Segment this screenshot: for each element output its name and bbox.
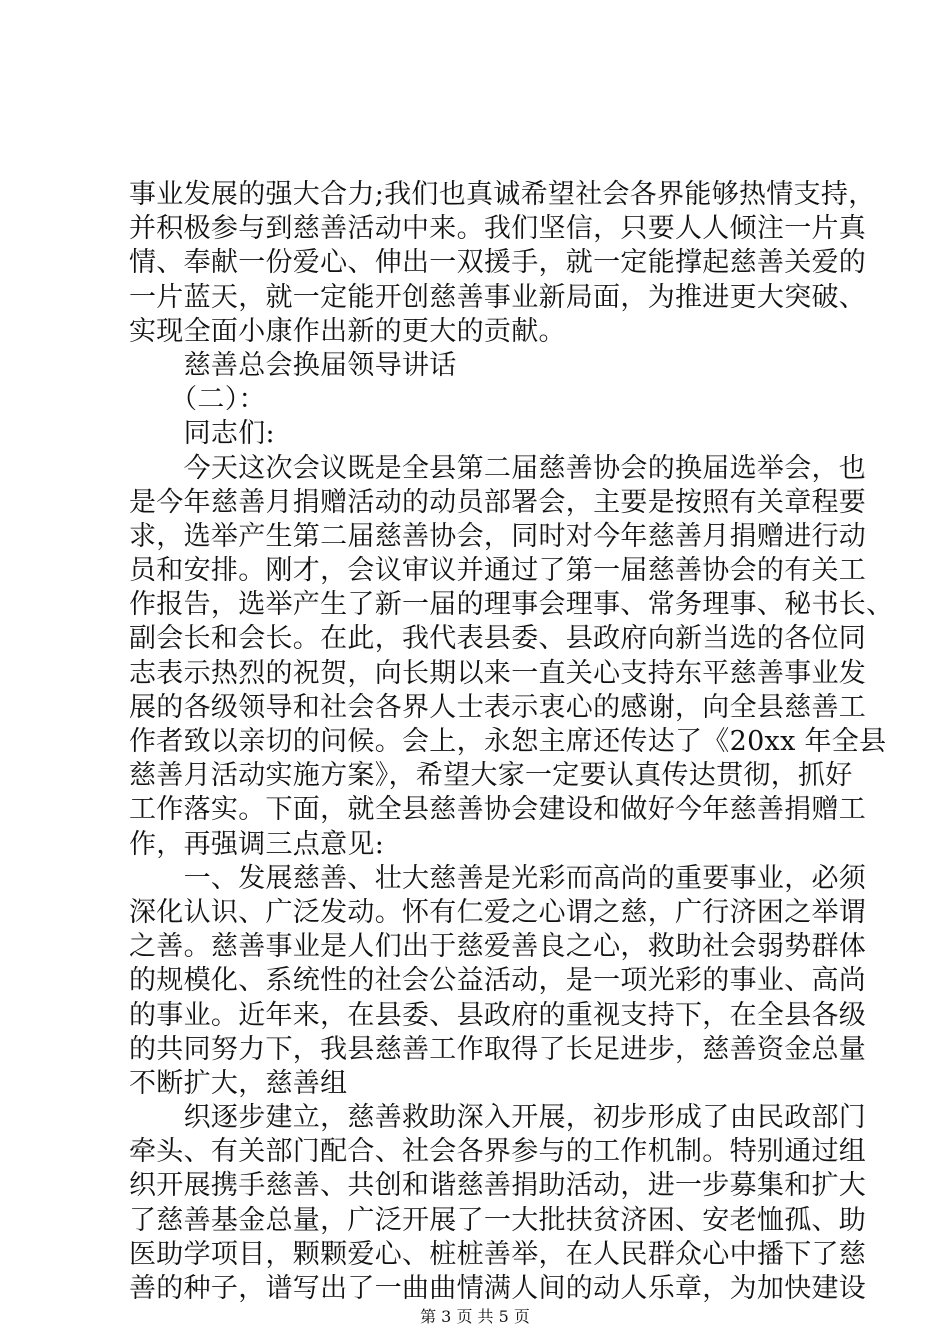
- text-line: 织逐步建立，慈善救助深入开展，初步形成了由民政部门: [129, 1102, 867, 1134]
- text-line: 织开展携手慈善、共创和谐慈善捐助活动，进一步募集和扩大: [129, 1170, 867, 1202]
- document-body: [129, 178, 894, 1306]
- text-line: 深化认识、广泛发动。怀有仁爱之心谓之慈，广行济困之举谓: [129, 896, 867, 928]
- text-line: 求，选举产生第二届慈善协会，同时对今年慈善月捐赠进行动: [129, 520, 867, 552]
- text-line: 作报告，选举产生了新一届的理事会理事、常务理事、秘书长、: [129, 589, 894, 621]
- text-line: 慈善月活动实施方案》，希望大家一定要认真传达贯彻，抓好: [129, 760, 853, 792]
- page-number-footer: 第 3 页 共 5 页: [420, 1307, 530, 1326]
- text-line: 并积极参与到慈善活动中来。我们坚信，只要人人倾注一片真: [129, 213, 867, 245]
- text-line: 作者致以亲切的问候。会上，永恕主席还传达了《20xx 年全县: [129, 726, 887, 757]
- text-line: 的共同努力下，我县慈善工作取得了长足进步，慈善资金总量: [129, 1033, 867, 1065]
- text-line: 不断扩大，慈善组: [129, 1067, 348, 1099]
- text-line: 事业发展的强大合力;我们也真诚希望社会各界能够热情支持，: [129, 179, 876, 210]
- text-line: 作，再强调三点意见:: [129, 828, 385, 860]
- text-line: 一片蓝天，就一定能开创慈善事业新局面，为推进更大突破、: [129, 281, 867, 313]
- text-line: 员和安排。刚才，会议审议并通过了第一届慈善协会的有关工: [129, 555, 867, 587]
- text-line: 牵头、有关部门配合、社会各界参与的工作机制。特别通过组: [129, 1136, 867, 1168]
- text-line: 工作落实。下面，就全县慈善协会建设和做好今年慈善捐赠工: [129, 794, 867, 826]
- text-line: 志表示热烈的祝贺，向长期以来一直关心支持东平慈善事业发: [129, 657, 867, 689]
- text-line: 之善。慈善事业是人们出于慈爱善良之心，救助社会弱势群体: [129, 931, 867, 963]
- text-line: 展的各级领导和社会各界人士表示衷心的感谢，向全县慈善工: [129, 691, 867, 723]
- text-line: 善的种子，谱写出了一曲曲情满人间的动人乐章，为加快建设: [129, 1273, 867, 1304]
- text-line: 了慈善基金总量，广泛开展了一大批扶贫济困、安老恤孤、助: [129, 1204, 867, 1236]
- text-line: 今天这次会议既是全县第二届慈善协会的换届选举会，也: [129, 452, 867, 484]
- section-subtitle: （二）：: [129, 384, 266, 416]
- section-title: 慈善总会换届领导讲话: [129, 349, 457, 381]
- text-line: 是今年慈善月捐赠活动的动员部署会，主要是按照有关章程要: [129, 486, 867, 518]
- text-line: 的事业。近年来，在县委、县政府的重视支持下，在全县各级: [129, 999, 867, 1031]
- text-line: 实现全面小康作出新的更大的贡献。: [129, 315, 566, 347]
- text-line: 情、奉献一份爱心、伸出一双援手，就一定能撑起慈善关爱的: [129, 247, 867, 279]
- text-line: 医助学项目，颗颗爱心、桩桩善举，在人民群众心中播下了慈: [129, 1238, 867, 1270]
- text-line: 的规模化、系统性的社会公益活动，是一项光彩的事业、高尚: [129, 965, 867, 997]
- salutation: 同志们:: [129, 418, 275, 450]
- text-line: 一、发展慈善、壮大慈善是光彩而高尚的重要事业，必须: [129, 862, 867, 894]
- text-line: 副会长和会长。在此，我代表县委、县政府向新当选的各位同: [129, 623, 867, 655]
